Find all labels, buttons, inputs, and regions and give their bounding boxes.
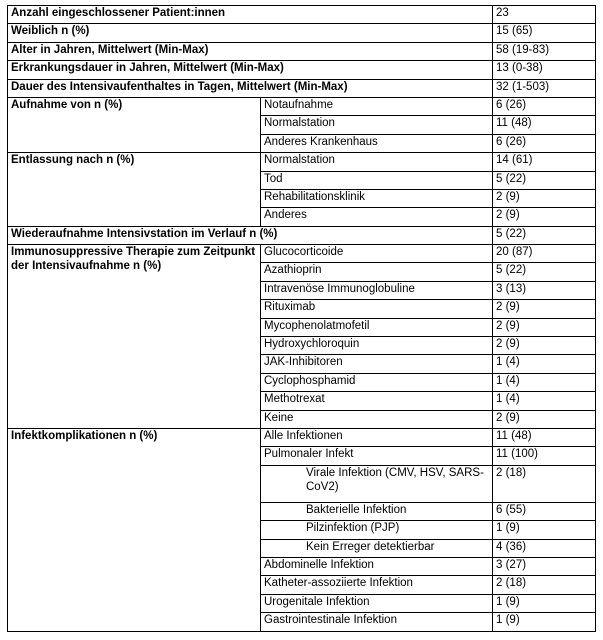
row-label: Alter in Jahren, Mittelwert (Min-Max) [8, 42, 493, 60]
row-value: 2 (9) [493, 318, 596, 336]
row-value: 58 (19-83) [493, 42, 596, 60]
row-value: 5 (22) [493, 226, 596, 244]
table-row [8, 61, 596, 79]
row-value: 2 (9) [493, 208, 596, 226]
row-sublabel: Keine [261, 410, 493, 428]
row-value: 2 (18) [493, 465, 596, 502]
row-value: 5 (22) [493, 263, 596, 281]
row-value: 15 (65) [493, 24, 596, 42]
patient-characteristics-table [7, 5, 596, 632]
row-subsublabel: Bakterielle Infektion [261, 502, 493, 520]
table-row [8, 245, 596, 263]
row-value: 1 (9) [493, 613, 596, 631]
table-row [8, 428, 596, 446]
row-value: 2 (9) [493, 410, 596, 428]
row-value: 5 (22) [493, 171, 596, 189]
table-row [8, 153, 596, 171]
row-value: 2 (9) [493, 189, 596, 207]
row-sublabel: Urogenitale Infektion [261, 594, 493, 612]
row-label: Dauer des Intensivaufenthaltes in Tagen, Mittelwert (Min-Max) [8, 79, 493, 97]
row-sublabel: Normalstation [261, 116, 493, 134]
row-subsublabel: Virale Infektion (CMV, HSV, SARS-CoV2) [261, 465, 493, 502]
row-sublabel: Azathioprin [261, 263, 493, 281]
row-sublabel: Rituximab [261, 300, 493, 318]
row-sublabel: Anderes Krankenhaus [261, 134, 493, 152]
row-sublabel: Katheter-assoziierte Infektion [261, 576, 493, 594]
row-value: 4 (36) [493, 539, 596, 557]
row-sublabel: Normalstation [261, 153, 493, 171]
row-value: 2 (18) [493, 576, 596, 594]
row-value: 6 (26) [493, 97, 596, 115]
row-label: Erkrankungsdauer in Jahren, Mittelwert (Min-Max) [8, 61, 493, 79]
row-label: Weiblich n (%) [8, 24, 493, 42]
row-subsublabel: Kein Erreger detektierbar [261, 539, 493, 557]
table-row [8, 6, 596, 24]
row-value: 2 (9) [493, 337, 596, 355]
row-sublabel: Tod [261, 171, 493, 189]
table-row [8, 24, 596, 42]
row-value: 11 (48) [493, 116, 596, 134]
row-label: Wiederaufnahme Intensivstation im Verlauf n (%) [8, 226, 493, 244]
row-subsublabel: Pilzinfektion (PJP) [261, 521, 493, 539]
group-label: Entlassung nach n (%) [8, 153, 261, 227]
row-sublabel: Glucocorticoide [261, 245, 493, 263]
table-row [8, 97, 596, 115]
row-sublabel: Notaufnahme [261, 97, 493, 115]
row-value: 3 (27) [493, 557, 596, 575]
table-row [8, 42, 596, 60]
row-value: 3 (13) [493, 281, 596, 299]
row-sublabel: Mycophenolatmofetil [261, 318, 493, 336]
table-row [8, 226, 596, 244]
row-value: 23 [493, 6, 596, 24]
row-value: 6 (26) [493, 134, 596, 152]
row-value: 13 (0-38) [493, 61, 596, 79]
row-value: 11 (48) [493, 428, 596, 446]
row-sublabel: Cyclophosphamid [261, 373, 493, 391]
row-sublabel: Hydroxychloroquin [261, 337, 493, 355]
row-value: 1 (4) [493, 392, 596, 410]
group-label: Aufnahme von n (%) [8, 97, 261, 152]
row-sublabel: Rehabilitationsklinik [261, 189, 493, 207]
row-sublabel: Anderes [261, 208, 493, 226]
row-sublabel: Pulmonaler Infekt [261, 447, 493, 465]
row-value: 14 (61) [493, 153, 596, 171]
row-value: 1 (9) [493, 594, 596, 612]
row-value: 32 (1-503) [493, 79, 596, 97]
table-row [8, 79, 596, 97]
group-label: Immunosuppressive Therapie zum Zeitpunkt der Intensivaufnahme n (%) [8, 245, 261, 429]
row-sublabel: Abdominelle Infektion [261, 557, 493, 575]
row-value: 1 (4) [493, 373, 596, 391]
row-label: Anzahl eingeschlossener Patient:innen [8, 6, 493, 24]
row-value: 6 (55) [493, 502, 596, 520]
row-value: 2 (9) [493, 300, 596, 318]
row-value: 20 (87) [493, 245, 596, 263]
row-value: 1 (9) [493, 521, 596, 539]
row-sublabel: Alle Infektionen [261, 428, 493, 446]
row-value: 11 (100) [493, 447, 596, 465]
row-sublabel: Methotrexat [261, 392, 493, 410]
row-sublabel: Intravenöse Immunoglobuline [261, 281, 493, 299]
row-sublabel: Gastrointestinale Infektion [261, 613, 493, 631]
group-label: Infektkomplikationen n (%) [8, 428, 261, 631]
row-value: 1 (4) [493, 355, 596, 373]
row-sublabel: JAK-Inhibitoren [261, 355, 493, 373]
